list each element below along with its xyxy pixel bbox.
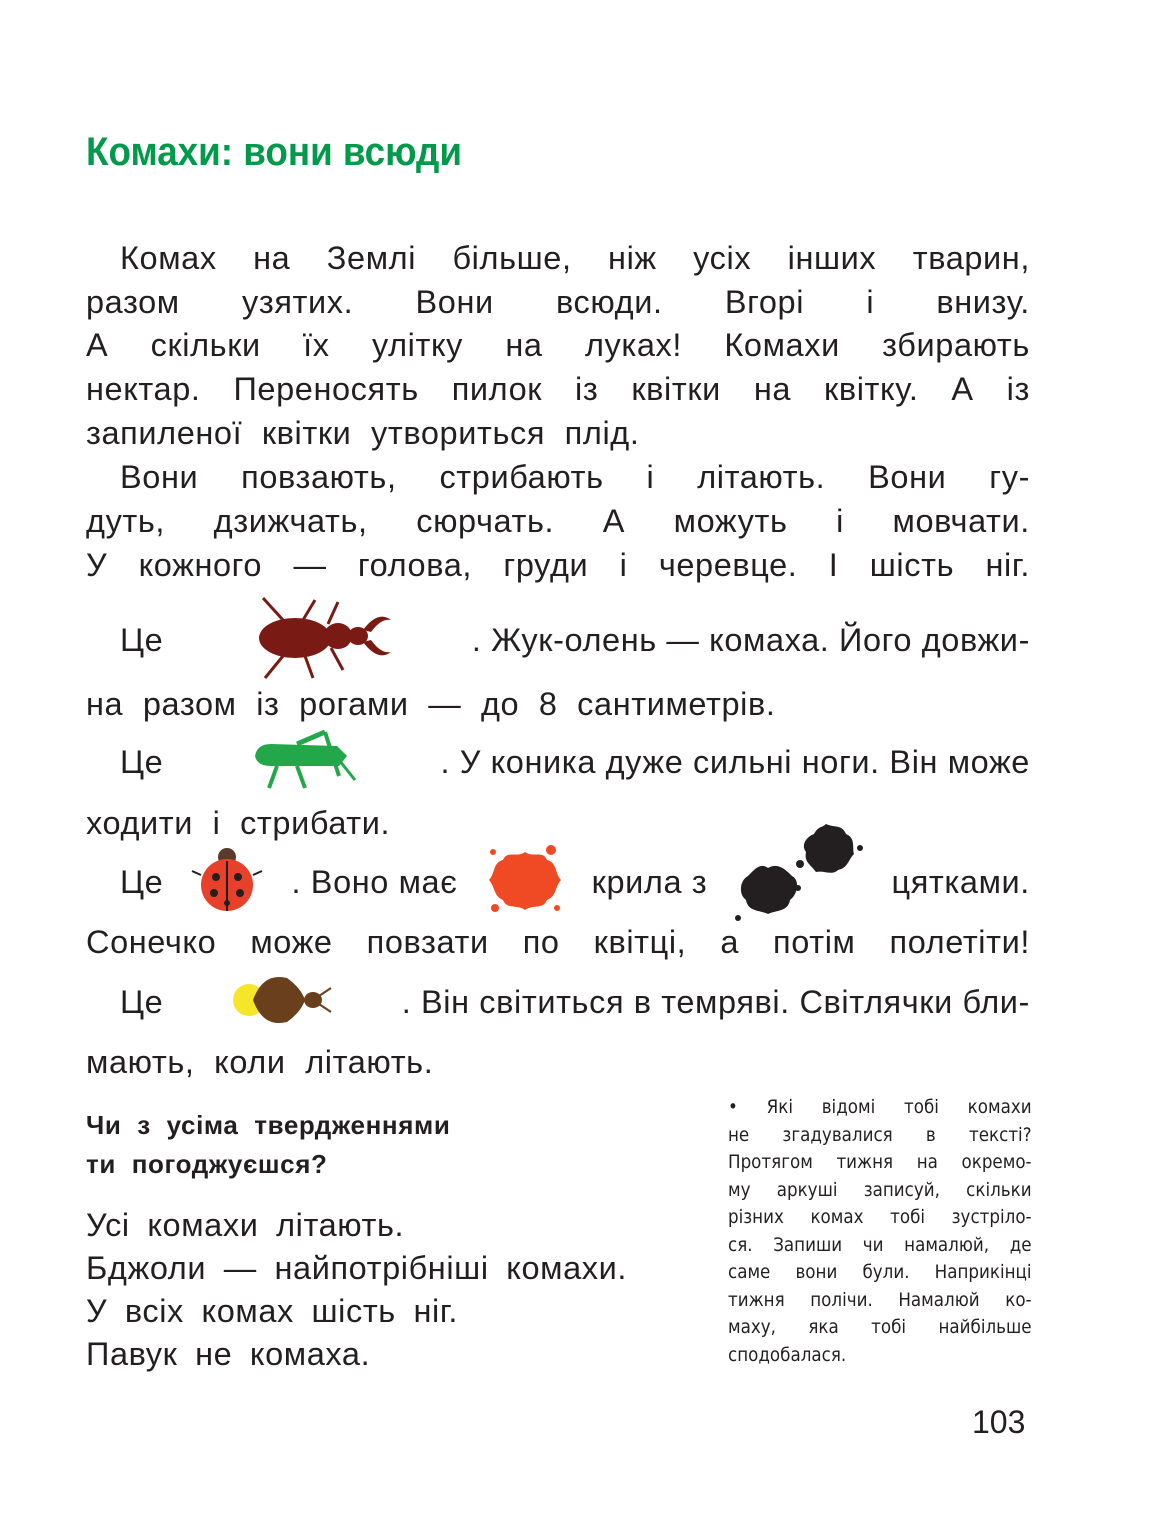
red-blot-icon xyxy=(485,840,565,920)
grass-post: . У коника дуже сильні ноги. Він може xyxy=(440,744,1030,780)
paragraph-line: нектар. Переносять пилок із квітки на квітку. А із xyxy=(86,371,1030,407)
note-line: не згадувалися в тексті? xyxy=(728,1123,1032,1146)
page-title: Комахи: вони всюди xyxy=(86,130,463,174)
black-blot-icon xyxy=(734,814,864,924)
paragraph-line: разом узятих. Вони всюди. Вгорі і внизу. xyxy=(86,284,1030,320)
note-line: ся. Запиши чи намалюй, де xyxy=(728,1233,1032,1256)
question-line: Чи з усіма твердженнями xyxy=(86,1110,451,1140)
page-number: 103 xyxy=(972,1404,1026,1440)
lady-pre: Це xyxy=(120,864,164,900)
statement-item: Усі комахи літають. xyxy=(86,1207,405,1243)
grasshopper-line xyxy=(120,742,1030,782)
fly-post: . Він світиться в темряві. Світлячки бли- xyxy=(401,984,1030,1020)
stag-beetle-line xyxy=(120,620,1030,660)
grasshopper-icon xyxy=(247,730,357,790)
paragraph-line: У кожного — голова, груди і черевце. І шість ніг. xyxy=(86,547,1030,583)
note-line: різних комах тобі зустріло- xyxy=(728,1206,1032,1228)
side-note xyxy=(728,1094,1032,1369)
fly-pre: Це xyxy=(120,984,164,1020)
grass-pre: Це xyxy=(120,744,164,780)
note-line: тижня полічи. Намалюй ко- xyxy=(728,1288,1032,1311)
paragraph-line: Сонечко може повзати по квітці, а потім полетіти! xyxy=(86,924,1030,960)
paragraph-line: дуть, дзижчать, сюрчать. А можуть і мовчати. xyxy=(86,503,1030,539)
stag-beetle-icon xyxy=(243,590,393,680)
note-line: • Які відомі тобі комахи xyxy=(728,1096,1032,1118)
paragraph-line: ходити і стрибати. xyxy=(86,805,391,841)
stag-post: . Жук-олень — комаха. Його довжи- xyxy=(471,622,1030,658)
paragraph-line: Вони повзають, стрибають і літають. Вони гу- xyxy=(120,459,1030,495)
stag-pre: Це xyxy=(120,622,164,658)
note-line: му аркуші записуй, скільки xyxy=(728,1178,1032,1201)
firefly-icon xyxy=(233,968,333,1032)
question-line: ти погоджуєшся? xyxy=(86,1149,328,1179)
ladybug-line xyxy=(120,862,1030,902)
lady-t2: крила з xyxy=(591,864,708,900)
paragraph-line: Комах на Землі більше, ніж усіх інших тварин, xyxy=(120,240,1030,276)
paragraph-line: мають, коли літають. xyxy=(86,1044,434,1080)
paragraph-line: А скільки їх улітку на луках! Комахи збирають xyxy=(86,327,1030,363)
statement-item: Бджоли — найпотрібніші комахи. xyxy=(86,1250,628,1286)
note-line: маху, яка тобі найбільше xyxy=(728,1316,1032,1338)
paragraph-line: запиленої квітки утвориться плід. xyxy=(86,415,640,451)
statement-item: У всіх комах шість ніг. xyxy=(86,1293,458,1329)
ladybug-icon xyxy=(190,845,264,915)
lady-t1: . Воно має xyxy=(291,864,458,900)
note-line: Протягом тижня на окремо- xyxy=(728,1151,1032,1173)
paragraph-line: на разом із рогами — до 8 сантиметрів. xyxy=(86,686,776,722)
statement-item: Павук не комаха. xyxy=(86,1336,371,1372)
note-line: сподобалася. xyxy=(728,1343,847,1366)
lady-t3: цятками. xyxy=(891,864,1030,900)
note-line: саме вони були. Наприкінці xyxy=(728,1261,1032,1283)
firefly-line xyxy=(120,982,1030,1022)
